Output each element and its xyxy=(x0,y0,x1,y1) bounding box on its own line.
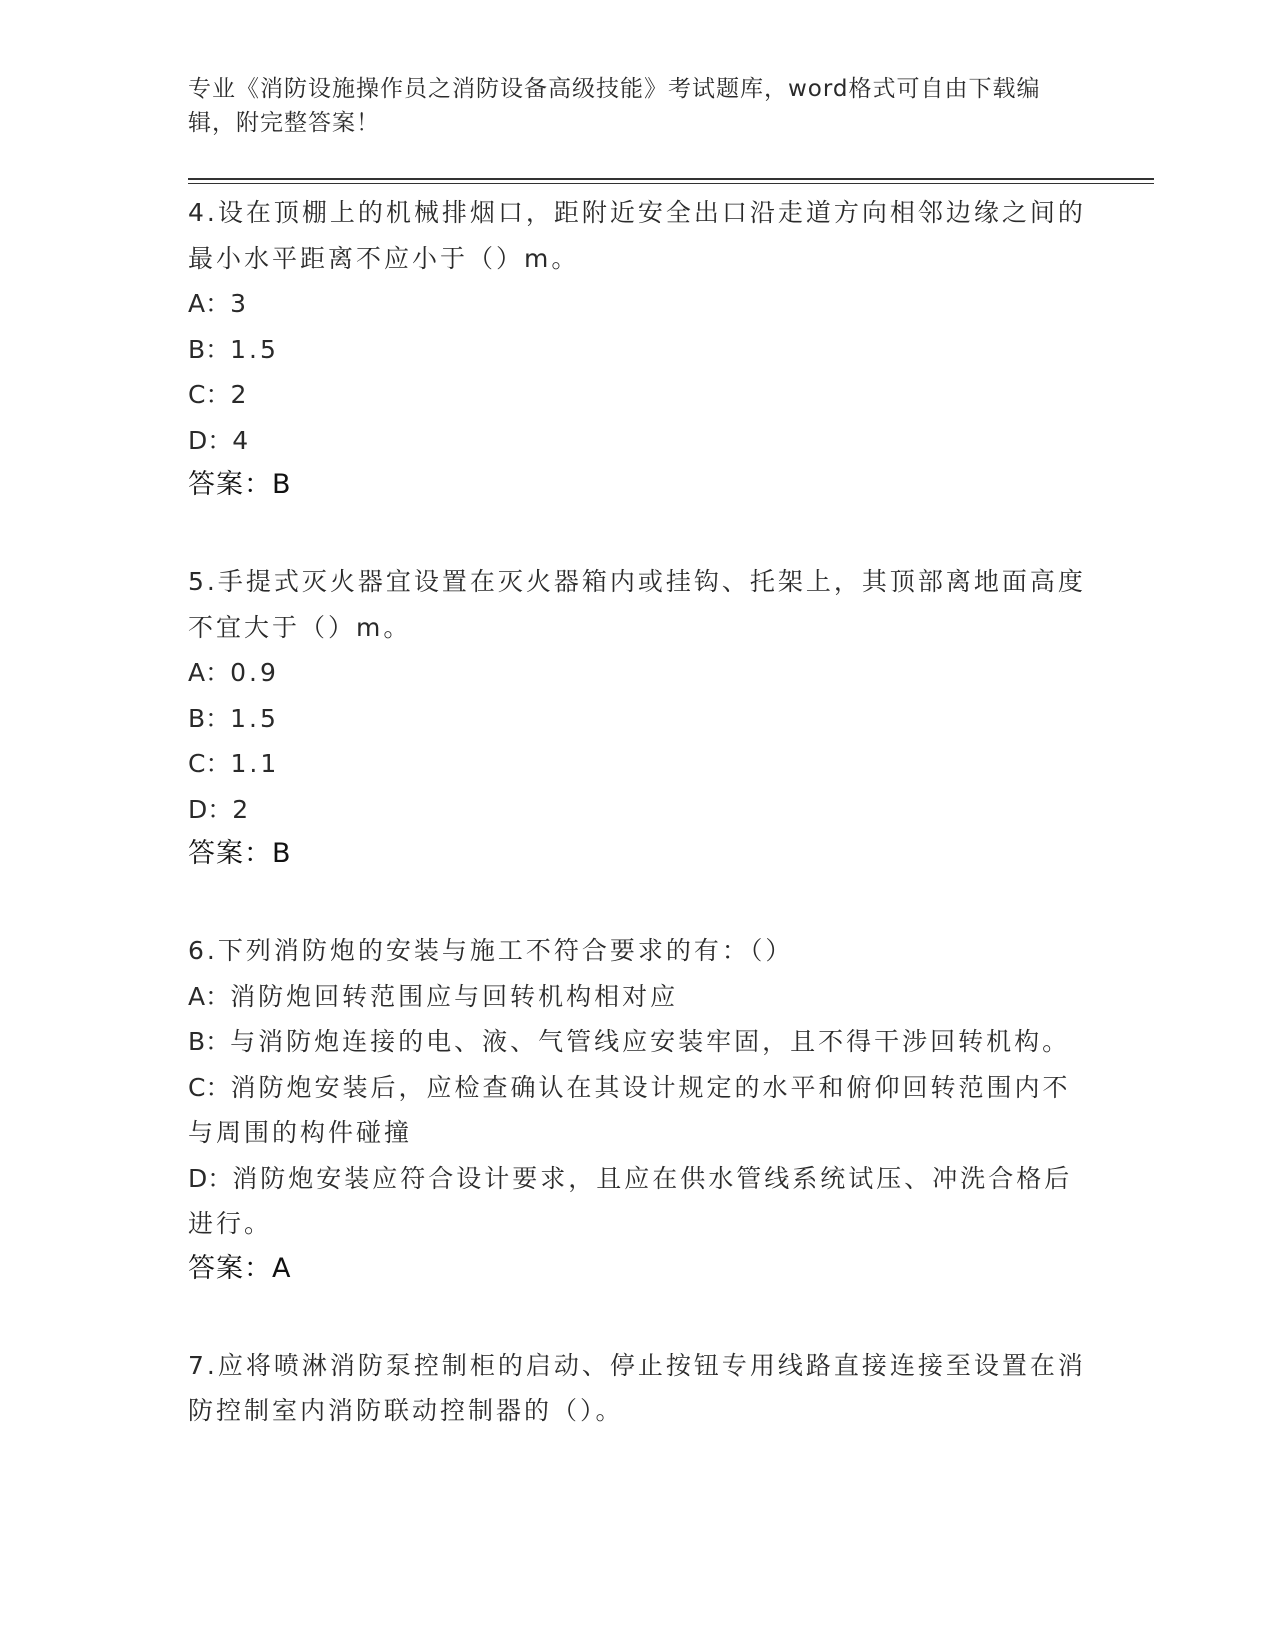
option-text: 消防炮安装应符合设计要求，且应在供水管线系统试压、冲洗合格后进行。 xyxy=(188,1163,1073,1238)
option-key: B： xyxy=(188,334,231,364)
option-c xyxy=(188,372,1088,418)
option-a xyxy=(188,974,1088,1020)
option-text: 1.5 xyxy=(230,334,279,364)
option-key: A： xyxy=(188,981,231,1011)
option-b xyxy=(188,327,1088,373)
question-text: 6.下列消防炮的安装与施工不符合要求的有：（） xyxy=(188,936,794,965)
option-b xyxy=(188,696,1088,742)
option-text: 2 xyxy=(230,380,250,409)
option-c xyxy=(188,741,1088,787)
option-d xyxy=(188,1156,1088,1247)
option-text: 0.9 xyxy=(230,658,279,687)
option-text: 2 xyxy=(232,794,252,824)
header-rule-thick xyxy=(188,178,1154,180)
option-text: 消防炮回转范围应与回转机构相对应 xyxy=(230,981,679,1011)
option-c xyxy=(188,1065,1088,1156)
option-a xyxy=(188,281,1088,327)
option-key: C： xyxy=(188,749,231,778)
option-b xyxy=(188,1019,1088,1065)
option-key: C： xyxy=(188,380,231,409)
option-text: 1.5 xyxy=(230,703,279,733)
question-text: 4.设在顶棚上的机械排烟口，距附近安全出口沿走道方向相邻边缘之间的最小水平距离不应小于（）m。 xyxy=(188,198,1086,273)
answer: 答案：B xyxy=(188,469,292,500)
option-key: D： xyxy=(188,1163,233,1193)
question-list xyxy=(188,190,1088,1486)
option-d xyxy=(188,418,1088,464)
option-text: 4 xyxy=(232,425,252,455)
question-4 xyxy=(188,190,1088,507)
option-key: A： xyxy=(188,658,231,687)
option-key: B： xyxy=(188,1027,231,1056)
document-header: 专业《消防设施操作员之消防设备高级技能》考试题库，word格式可自由下载编辑，附完整答案！ xyxy=(188,76,1041,136)
question-5 xyxy=(188,559,1088,876)
option-text: 1.1 xyxy=(230,749,280,778)
option-text: 消防炮安装后，应检查确认在其设计规定的水平和俯仰回转范围内不与周围的构件碰撞 xyxy=(188,1072,1071,1147)
option-key: B： xyxy=(188,703,231,733)
question-text: 5.手提式灭火器宜设置在灭火器箱内或挂钩、托架上，其顶部离地面高度不宜大于（）m。 xyxy=(188,567,1086,642)
option-key: D： xyxy=(188,794,233,824)
option-key: D： xyxy=(188,425,233,455)
question-text: 7.应将喷淋消防泵控制柜的启动、停止按钮专用线路直接连接至设置在消防控制室内消防联动控制器的（）。 xyxy=(188,1350,1086,1425)
question-7 xyxy=(188,1343,1088,1434)
option-d xyxy=(188,787,1088,833)
answer: 答案：A xyxy=(188,1252,292,1284)
option-a xyxy=(188,650,1088,696)
option-key: A： xyxy=(188,289,231,318)
question-6 xyxy=(188,928,1088,1291)
answer: 答案：B xyxy=(188,838,292,869)
header-rule-thin xyxy=(188,183,1154,184)
option-text: 与消防炮连接的电、液、气管线应安装牢固，且不得干涉回转机构。 xyxy=(230,1027,1071,1056)
option-key: C： xyxy=(188,1072,231,1102)
option-text: 3 xyxy=(230,289,250,318)
